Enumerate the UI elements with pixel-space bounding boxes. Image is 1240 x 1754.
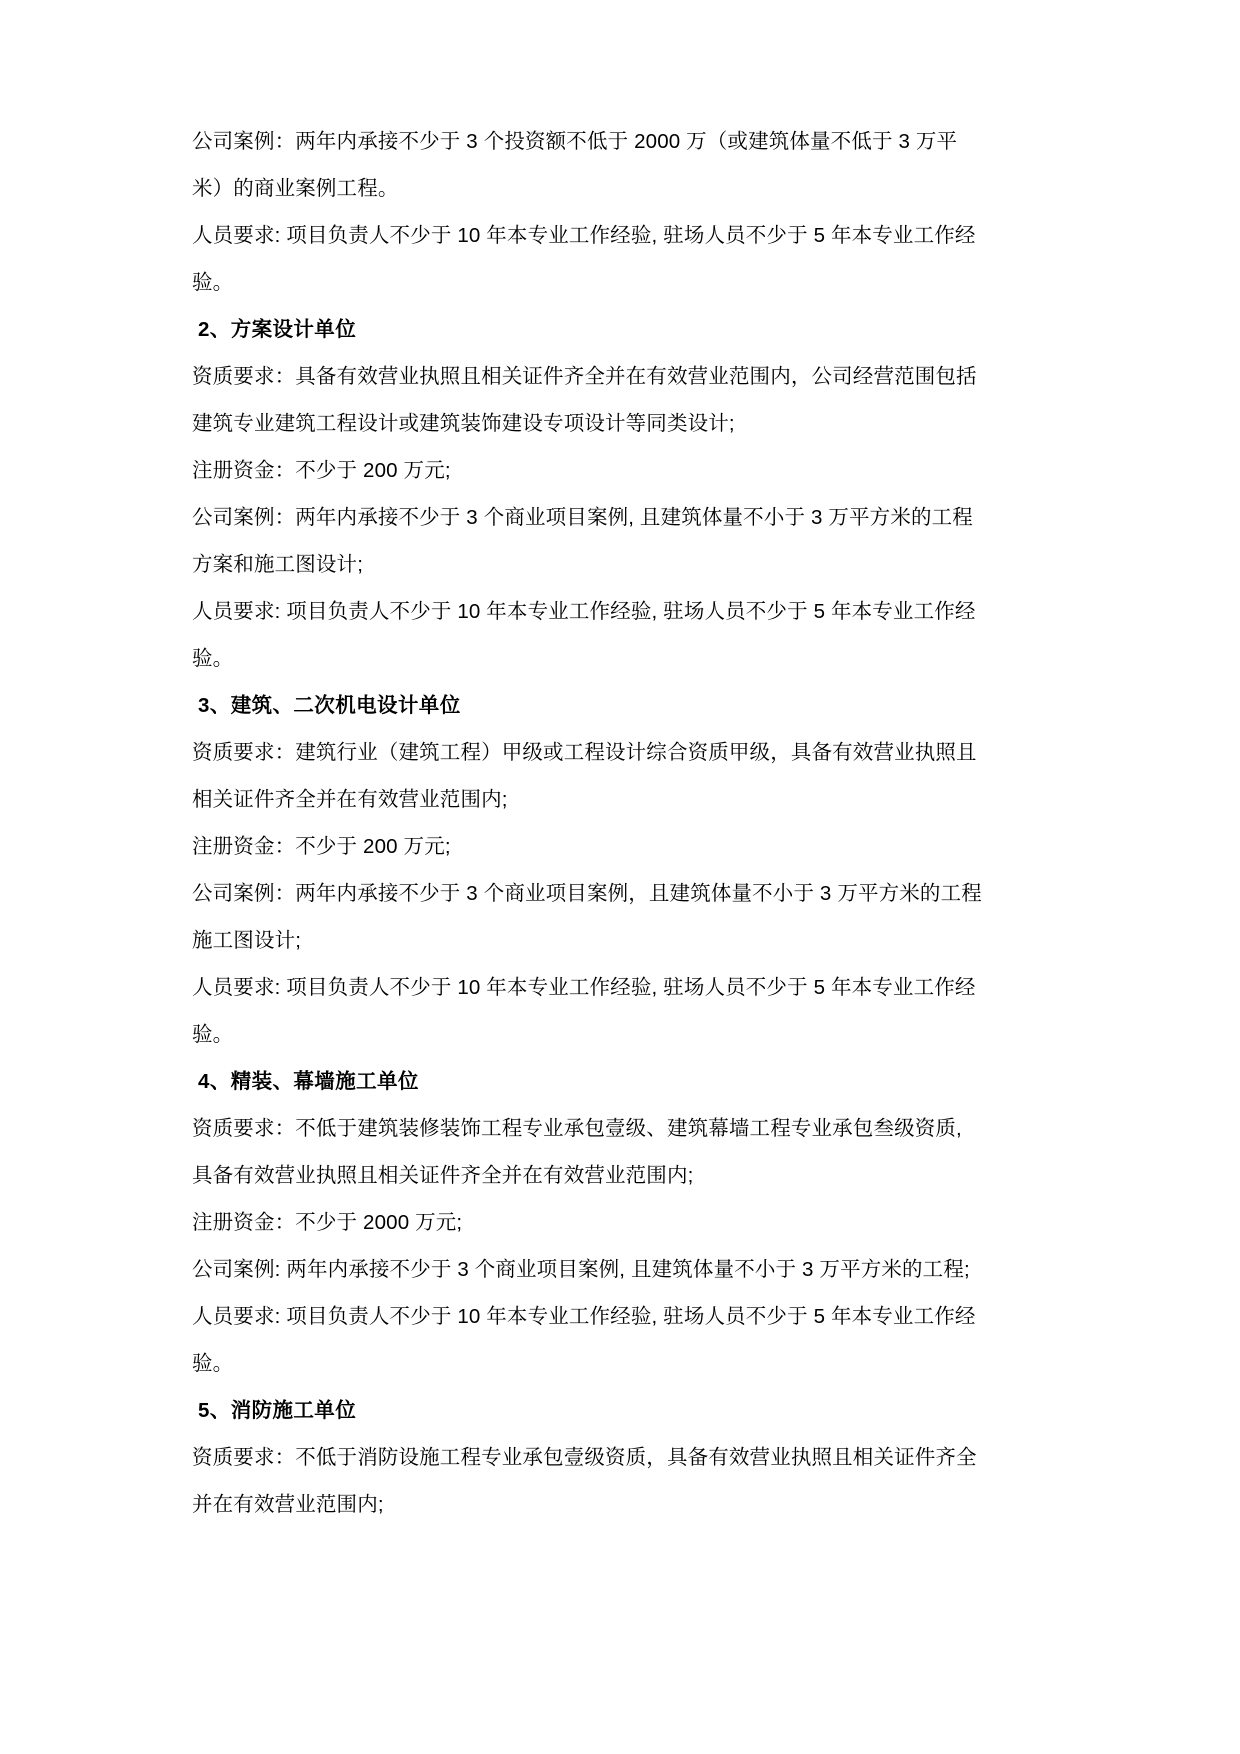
- text-line: 具备有效营业执照且相关证件齐全并在有效营业范围内;: [192, 1164, 694, 1187]
- section-3-capital: [192, 823, 952, 870]
- section-2-personnel: [192, 588, 976, 682]
- section-4-personnel: [192, 1293, 976, 1387]
- section-4-qualification: [192, 1105, 962, 1199]
- text-line: 施工图设计;: [192, 929, 302, 952]
- section-4-capital: [192, 1199, 952, 1246]
- section-4-heading: 4、精装、幕墙施工单位: [198, 1070, 419, 1093]
- text-line: 人员要求: 项目负责人不少于 10 年本专业工作经验, 驻场人员不少于 5 年本专业工作经: [192, 224, 976, 247]
- document-body: [192, 118, 982, 1528]
- section-2-capital: [192, 447, 952, 494]
- text-line: 相关证件齐全并在有效营业范围内;: [192, 788, 508, 811]
- section-2-company-case: [192, 494, 973, 588]
- section-3-qualification: [192, 729, 977, 823]
- text-line: 米）的商业案例工程。: [192, 177, 399, 200]
- text-line: 公司案例：两年内承接不少于 3 个投资额不低于 2000 万（或建筑体量不低于 3 万平: [192, 130, 958, 153]
- section-4-company-case: [192, 1246, 970, 1293]
- text-line: 验。: [192, 271, 234, 294]
- text-line: 方案和施工图设计;: [192, 553, 364, 576]
- text-line: 注册资金：不少于 200 万元;: [192, 459, 451, 482]
- text-line: 人员要求: 项目负责人不少于 10 年本专业工作经验, 驻场人员不少于 5 年本专业工作经: [192, 1305, 976, 1328]
- text-line: 人员要求: 项目负责人不少于 10 年本专业工作经验, 驻场人员不少于 5 年本专业工作经: [192, 976, 976, 999]
- section-3-personnel: [192, 964, 976, 1058]
- text-line: 资质要求：建筑行业（建筑工程）甲级或工程设计综合资质甲级，具备有效营业执照且: [192, 741, 977, 764]
- section-2-qualification: [192, 353, 977, 447]
- text-line: 公司案例：两年内承接不少于 3 个商业项目案例，且建筑体量不小于 3 万平方米的工程: [192, 882, 982, 905]
- text-line: 公司案例：两年内承接不少于 3 个商业项目案例, 且建筑体量不小于 3 万平方米的工程: [192, 506, 973, 529]
- text-line: 资质要求：不低于建筑装修装饰工程专业承包壹级、建筑幕墙工程专业承包叁级资质,: [192, 1117, 962, 1140]
- section-1-company-case: [192, 118, 958, 212]
- text-line: 验。: [192, 1023, 234, 1046]
- text-line: 验。: [192, 647, 234, 670]
- section-2-heading: 2、方案设计单位: [198, 318, 357, 341]
- text-line: 人员要求: 项目负责人不少于 10 年本专业工作经验, 驻场人员不少于 5 年本专业工作经: [192, 600, 976, 623]
- text-line: 并在有效营业范围内;: [192, 1493, 384, 1516]
- text-line: 资质要求：具备有效营业执照且相关证件齐全并在有效营业范围内，公司经营范围包括: [192, 365, 977, 388]
- text-line: 公司案例: 两年内承接不少于 3 个商业项目案例, 且建筑体量不小于 3 万平方米的工程;: [192, 1258, 970, 1281]
- section-1-personnel: [192, 212, 976, 306]
- section-3-heading: 3、建筑、二次机电设计单位: [198, 694, 461, 717]
- section-5-qualification: [192, 1434, 977, 1528]
- text-line: 验。: [192, 1352, 234, 1375]
- section-3-company-case: [192, 870, 982, 964]
- section-5-heading: 5、消防施工单位: [198, 1399, 357, 1422]
- text-line: 注册资金：不少于 2000 万元;: [192, 1211, 463, 1234]
- text-line: 注册资金：不少于 200 万元;: [192, 835, 451, 858]
- text-line: 资质要求：不低于消防设施工程专业承包壹级资质，具备有效营业执照且相关证件齐全: [192, 1446, 977, 1469]
- text-line: 建筑专业建筑工程设计或建筑装饰建设专项设计等同类设计;: [192, 412, 735, 435]
